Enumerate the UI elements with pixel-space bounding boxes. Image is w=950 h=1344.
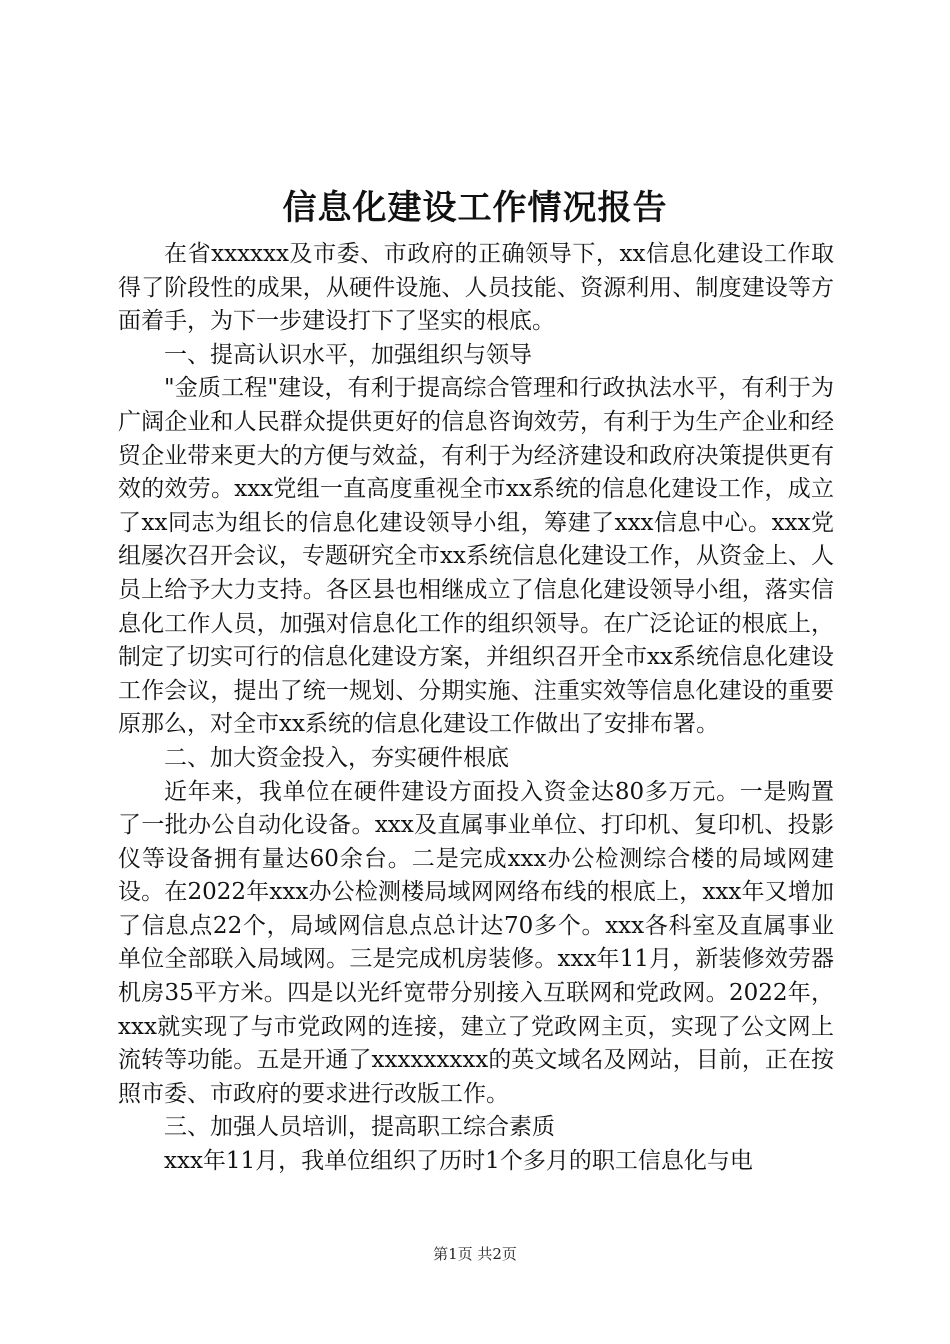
document-body <box>118 238 834 1179</box>
intro-paragraph: 在省xxxxxx及市委、市政府的正确领导下，xx信息化建设工作取得了阶段性的成果，从硬件设施、人员技能、资源利用、制度建设等方面着手，为下一步建设打下了坚实的根底。 <box>118 241 834 335</box>
section-heading-3: 三、加强人员培训，提高职工综合素质 <box>164 1114 555 1141</box>
section-heading-2: 二、加大资金投入，夯实硬件根底 <box>164 744 509 771</box>
page-number-footer: 第1页 共2页 <box>433 1245 517 1263</box>
section-3-paragraph: xxx年11月，我单位组织了历时1个多月的职工信息化与电 <box>164 1148 753 1175</box>
page-title: 信息化建设工作情况报告 <box>282 188 668 228</box>
section-1-paragraph: "金质工程"建设，有利于提高综合管理和行政执法水平，有利于为广阔企业和人民群众提供更好的信息咨询效劳，有利于为生产企业和经贸企业带来更大的方便与效益，有利于为经济建设和政府决策提供更有效的效劳。xxx党组一直高度重视全市xx系统的信息化建设工作，成立了xx同志为组长的信息化建设领导小组，筹建了xxx信息中心。xxx党组屡次召开会议，专题研究全市xx系统信息化建设工作，从资金上、人员上给予大力支持。各区县也相继成立了信息化建设领导小组，落实信息化工作人员，加强对信息化工作的组织领导。在广泛论证的根底上，制定了切实可行的信息化建设方案，并组织召开全市xx系统信息化建设工作会议，提出了统一规划、分期实施、注重实效等信息化建设的重要原那么，对全市xx系统的信息化建设工作做出了安排布署。 <box>118 375 834 738</box>
section-heading-1: 一、提高认识水平，加强组织与领导 <box>164 341 532 368</box>
section-2-paragraph: 近年来，我单位在硬件建设方面投入资金达80多万元。一是购置了一批办公自动化设备。xxx及直属事业单位、打印机、复印机、投影仪等设备拥有量达60余台。二是完成xxx办公检测综合楼的局域网建设。在2022年xxx办公检测楼局域网网络布线的根底上，xxx年又增加了信息点22个，局域网信息点总计达70多个。xxx各科室及直属事业单位全部联入局域网。三是完成机房装修。xxx年11月，新装修效劳器机房35平方米。四是以光纤宽带分别接入互联网和党政网。2022年，xxx就实现了与市党政网的连接，建立了党政网主页，实现了公文网上流转等功能。五是开通了xxxxxxxxx的英文域名及网站，目前，正在按照市委、市政府的要求进行改版工作。 <box>118 778 834 1107</box>
